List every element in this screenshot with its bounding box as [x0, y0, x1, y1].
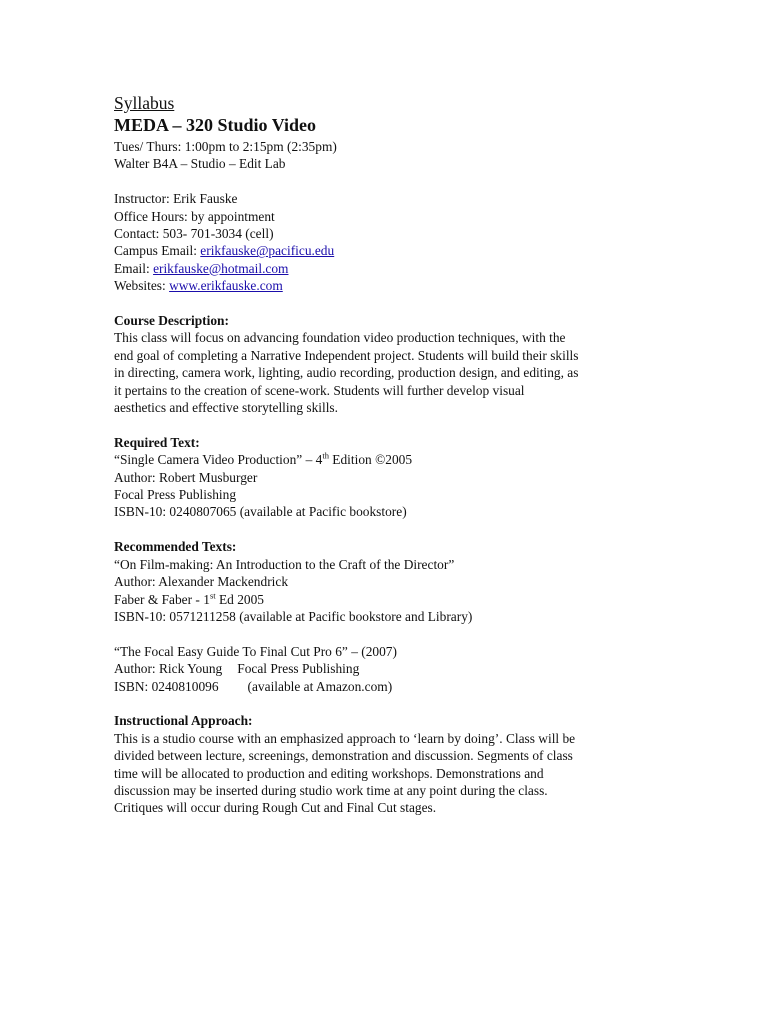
- recommended-book1-title: “On Film-making: An Introduction to the Craft of the Director”: [114, 556, 455, 572]
- recommended-book2-publisher: Focal Press Publishing: [237, 661, 360, 677]
- required-text-title: [114, 451, 668, 468]
- recommended-book1-isbn: ISBN-10: 0571211258 (available at Pacific bookstore and Library): [114, 608, 473, 624]
- recommended-book1-author: Author: Alexander Mackendrick: [114, 574, 289, 590]
- required-text-edition: Edition ©2005: [328, 452, 413, 468]
- recommended-book2-availability: (available at Amazon.com): [247, 678, 393, 694]
- class-schedule: Tues/ Thurs: 1:00pm to 2:15pm (2:35pm): [114, 139, 337, 154]
- recommended-book2-title: “The Focal Easy Guide To Final Cut Pro 6” – (2007): [114, 643, 397, 659]
- book1-edition-superscript: st: [209, 590, 216, 601]
- email-row: [114, 260, 668, 277]
- course-description-body: [114, 329, 668, 416]
- recommended-book2-isbn-row: [114, 678, 668, 695]
- course-title: MEDA – 320 Studio Video: [114, 115, 317, 135]
- recommended-book2-author-row: [114, 660, 668, 677]
- course-description-line: end goal of completing a Narrative Independent project. Students will build their skills: [114, 347, 579, 363]
- email-label: Email:: [114, 260, 154, 276]
- document-title: Syllabus: [114, 93, 175, 113]
- recommended-book2-author: Author: Rick Young: [114, 661, 223, 677]
- course-description-line: aesthetics and effective storytelling skills.: [114, 400, 338, 416]
- recommended-texts-heading: Recommended Texts:: [114, 539, 237, 555]
- course-description-heading: Course Description:: [114, 313, 229, 329]
- course-description-line: This class will focus on advancing foundation video production techniques, with the: [114, 330, 566, 346]
- book1-publisher-main: Faber & Faber - 1: [114, 591, 210, 607]
- edition-superscript: th: [322, 450, 329, 461]
- instructional-approach-line: Critiques will occur during Rough Cut and Final Cut stages.: [114, 800, 437, 816]
- class-location: Walter B4A – Studio – Edit Lab: [114, 156, 286, 172]
- required-text-title-main: “Single Camera Video Production” – 4: [114, 452, 323, 468]
- instructional-approach-heading: Instructional Approach:: [114, 713, 253, 729]
- instructor-name: Instructor: Erik Fauske: [114, 191, 238, 207]
- contact-phone: Contact: 503- 701-3034 (cell): [114, 226, 274, 242]
- instructional-approach-body: [114, 730, 668, 817]
- recommended-book2-isbn: ISBN: 0240810096: [114, 678, 219, 694]
- required-text-publisher: Focal Press Publishing: [114, 487, 237, 503]
- campus-email-row: [114, 242, 668, 259]
- instructional-approach-line: divided between lecture, screenings, demonstration and discussion. Segments of class: [114, 748, 573, 764]
- required-text-author: Author: Robert Musburger: [114, 469, 258, 485]
- campus-email-link[interactable]: erikfauske@pacificu.edu: [200, 243, 335, 259]
- instructional-approach-line: This is a studio course with an emphasized approach to ‘learn by doing’. Class will be: [114, 730, 576, 746]
- website-row: [114, 277, 668, 294]
- instructional-approach-line: discussion may be inserted during studio work time at any point during the class.: [114, 782, 548, 798]
- campus-email-label: Campus Email:: [114, 243, 201, 259]
- instructional-approach-line: time will be allocated to production and editing workshops. Demonstrations and: [114, 765, 544, 781]
- required-text-heading: Required Text:: [114, 434, 200, 450]
- website-link[interactable]: www.erikfauske.com: [169, 278, 283, 294]
- book1-edition-year: Ed 2005: [215, 591, 264, 607]
- websites-label: Websites:: [114, 278, 170, 294]
- course-description-line: it pertains to the creation of scene-work. Students will further develop visual: [114, 382, 525, 398]
- recommended-book1-publisher: [114, 591, 668, 608]
- office-hours: Office Hours: by appointment: [114, 208, 275, 224]
- email-link[interactable]: erikfauske@hotmail.com: [153, 260, 289, 276]
- course-description-line: in directing, camera work, lighting, audio recording, production design, and editing, as: [114, 365, 579, 381]
- required-text-isbn: ISBN-10: 0240807065 (available at Pacific bookstore): [114, 504, 407, 520]
